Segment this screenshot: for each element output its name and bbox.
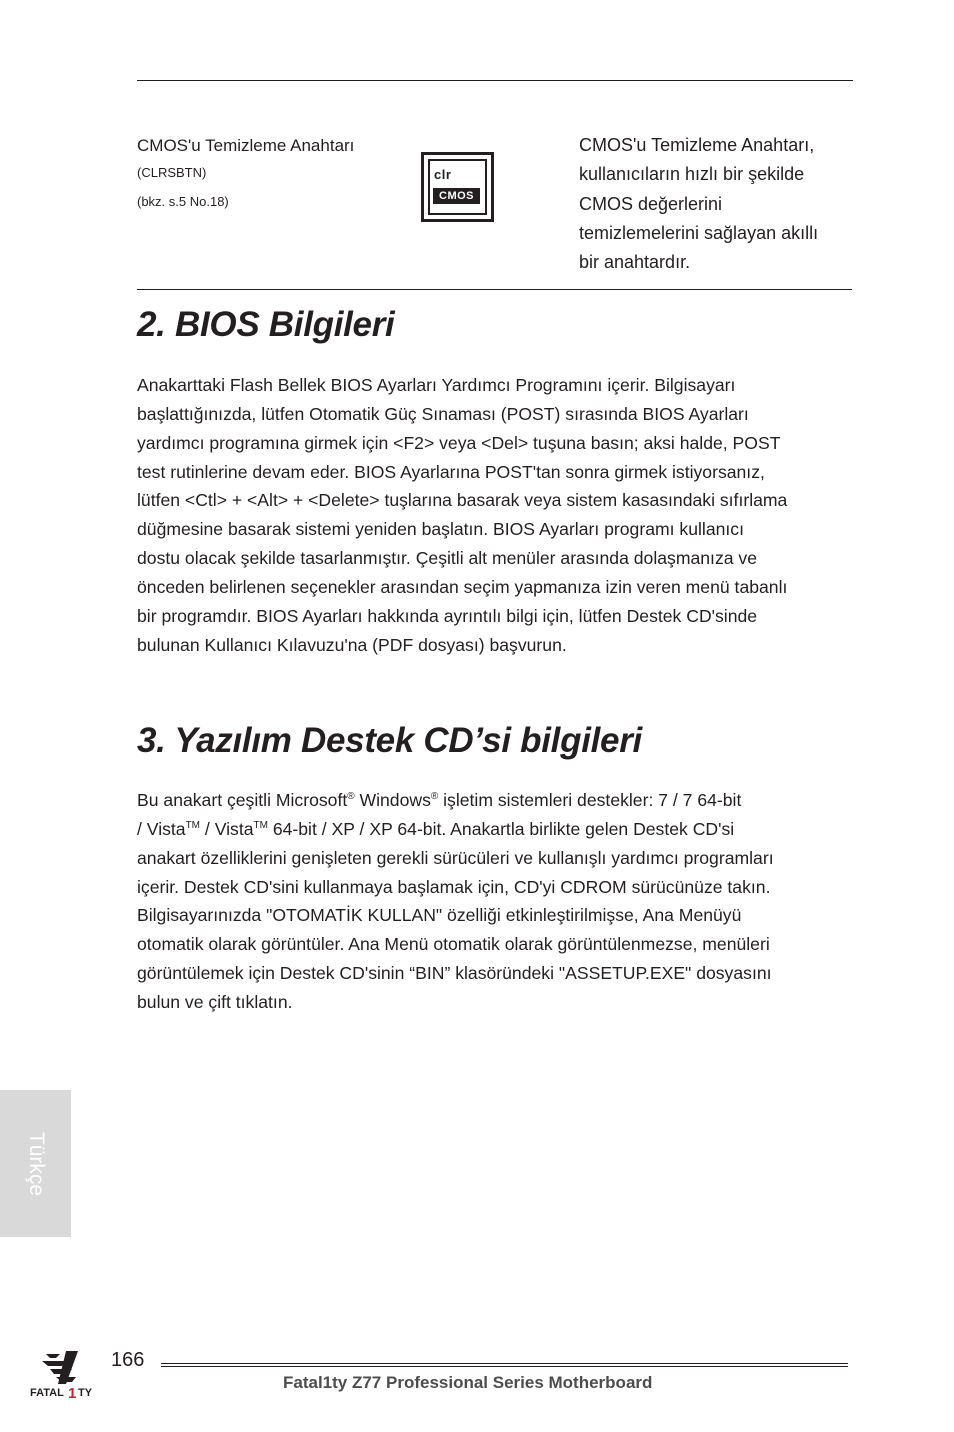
footer-title: Fatal1ty Z77 Professional Series Motherboard [283, 1373, 653, 1392]
paragraph-line: görüntülemek için Destek CD'sinin “BIN” klasöründeki "ASSETUP.EXE" dosyasını [137, 963, 772, 984]
paragraph-line: Anakarttaki Flash Bellek BIOS Ayarları Yardımcı Programını içerir. Bilgisayarı [137, 375, 736, 395]
language-label: Türkçe [24, 1131, 48, 1196]
switch-reference: (bkz. s.5 No.18) [137, 194, 229, 209]
footer-rule [161, 1366, 848, 1367]
page-number: 166 [111, 1349, 145, 1371]
paragraph-line: bulunan Kullanıcı Kılavuzu'na (PDF dosyası) başvurun. [137, 634, 567, 655]
fatal1ty-logo [26, 1348, 106, 1400]
bios-section-title: 2. BIOS Bilgileri [137, 305, 395, 344]
paragraph-line: yardımcı programına girmek için <F2> veya <Del> tuşuna basın; aksi halde, POST [137, 432, 781, 453]
table-bottom-rule [137, 289, 852, 290]
logo-text-ty: TY [78, 1387, 93, 1399]
paragraph-line: anakart özelliklerini genişleten gerekli sürücüleri ve kullanışlı yardımcı programları [137, 847, 774, 868]
registered-mark: ® [347, 791, 355, 802]
paragraph-line: otomatik olarak görüntüler. Ana Menü otomatik olarak görüntülenmezse, menüleri [137, 934, 770, 955]
clr-cmos-switch-icon [421, 152, 494, 222]
switch-name: CMOS'u Temizleme Anahtarı [137, 136, 355, 155]
paragraph-line: bulun ve çift tıklatın. [137, 991, 293, 1012]
paragraph-line: Bu anakart çeşitli Microsoft® Windows® işletim sistemleri destekler: 7 / 7 64-bit [137, 790, 742, 810]
description-line: CMOS değerlerini [579, 193, 723, 214]
switch-name-cell [137, 134, 407, 216]
footer-rule [161, 1363, 848, 1364]
paragraph-line: dostu olacak şekilde tasarlanmıştır. Çeşitli alt menüler arasında dolaşmanıza ve [137, 548, 757, 569]
paragraph-line: / Vista™ / Vista™ 64-bit / XP / XP 64-bit. Anakartla birlikte gelen Destek CD'si [137, 818, 735, 839]
header-rule [137, 80, 853, 81]
trademark: TM [185, 819, 201, 831]
clr-label: clr [434, 167, 452, 182]
description-line: temizlemelerini sağlayan akıllı [579, 222, 819, 243]
language-tab [0, 1090, 71, 1237]
paragraph-line: Bilgisayarınızda "OTOMATİK KULLAN" özelliği etkinleştirilmişse, Ana Menüyü [137, 905, 742, 926]
paragraph-line: önceden belirlenen seçenekler arasından seçim yapmanıza izin veren menü tabanlı [137, 576, 788, 597]
trademark: TM [253, 819, 268, 831]
logo-text-fatal: FATAL [30, 1387, 64, 1399]
paragraph-line: lütfen <Ctl> + <Alt> + <Delete> tuşlarına basarak veya sistem kasasındaki sıfırlama [137, 490, 788, 511]
switch-description [579, 131, 854, 277]
description-line: bir anahtardır. [579, 252, 691, 273]
paragraph-line: içerir. Destek CD'sini kullanmaya başlamak için, CD'yi CDROM sürücünüze takın. [137, 876, 771, 897]
paragraph-line: başlattığınızda, lütfen Otomatik Güç Sınaması (POST) sırasında BIOS Ayarları [137, 403, 749, 424]
logo-text-one: 1 [68, 1385, 77, 1400]
switch-code: (CLRSBTN) [137, 165, 207, 180]
bios-paragraph [137, 371, 852, 659]
description-line: CMOS'u Temizleme Anahtarı, [579, 135, 815, 155]
cd-paragraph [137, 786, 852, 1017]
description-line: kullanıcıların hızlı bir şekilde [579, 164, 805, 185]
cd-section-title: 3. Yazılım Destek CD’si bilgileri [137, 721, 642, 760]
registered-mark: ® [430, 791, 439, 802]
paragraph-line: test rutinlerine devam eder. BIOS Ayarlarına POST'tan sonra girmek istiyorsanız, [137, 461, 765, 482]
cmos-label: CMOS [433, 188, 480, 204]
paragraph-line: düğmesine basarak sistemi yeniden başlatın. BIOS Ayarları programı kullanıcı [137, 519, 744, 540]
paragraph-line: bir programdır. BIOS Ayarları hakkında ayrıntılı bilgi için, lütfen Destek CD'sinde [137, 605, 758, 626]
